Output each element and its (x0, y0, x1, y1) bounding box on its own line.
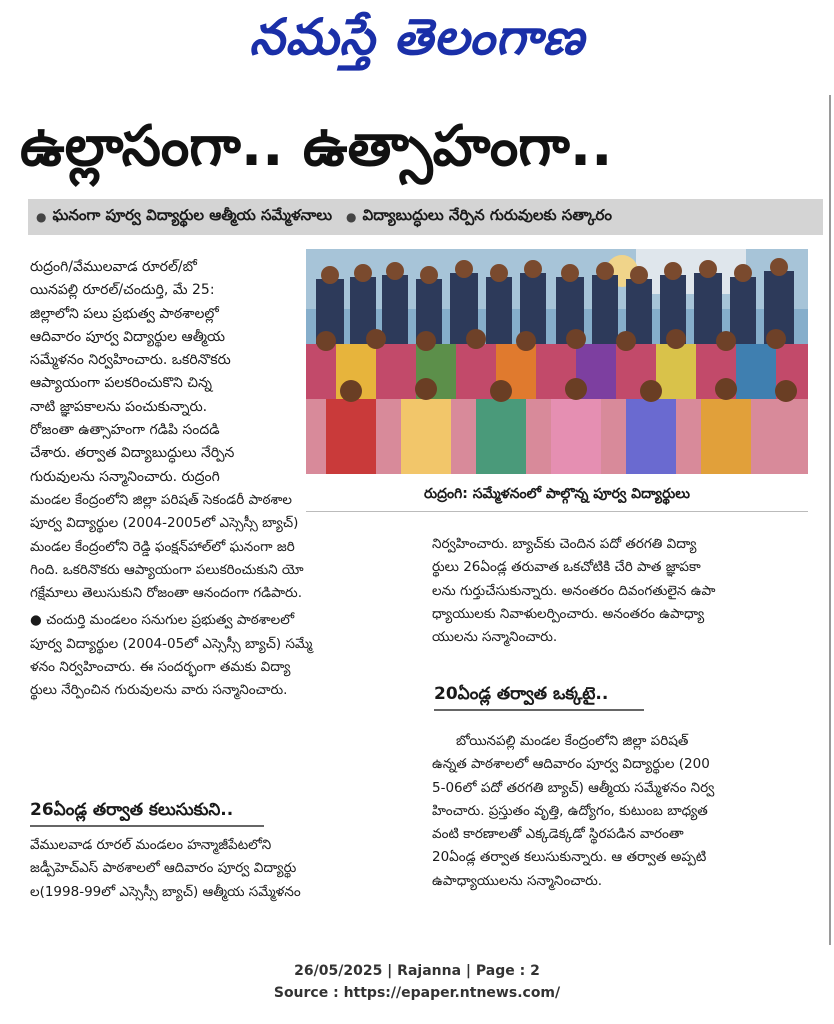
text-line: జిల్లాలోని పలు ప్రభుత్వ పాఠశాలల్లో (30, 305, 219, 322)
subhead-1: ఘనంగా పూర్వ విద్యార్థుల ఆత్మీయ సమ్మేళనాలు (52, 206, 333, 224)
section-20-heading: 20ఏండ్ల తర్వాత ఒక్కటై.. (434, 679, 644, 711)
text-line: ధ్యాయులకు నివాళులర్పించారు. అనంతరం ఉపాధ్యా (432, 605, 705, 622)
article-intro (30, 256, 298, 489)
text-line: హించారు. ప్రస్తుతం వృత్తి, ఉద్యోగం, కుటుంబ బాధ్యత (432, 802, 708, 819)
text-line: మండల కేంద్రంలోని రెడ్డి ఫంక్షన్‌హాల్‌లో ఘనంగా జరి (30, 538, 295, 555)
footer-date: 26/05/2025 | Rajanna | Page : 2 (294, 963, 540, 979)
text-line: బోయినపల్లి మండల కేంద్రంలోని జిల్లా పరిషత్ (456, 733, 689, 749)
text-line: ఉపాధ్యాయులను సన్మానించారు. (432, 872, 603, 889)
headline: ఉల్లాసంగా.. ఉత్సాహంగా.. (20, 114, 613, 179)
photo-caption: రుద్రంగి: సమ్మేళనంలో పాల్గొన్న పూర్వ విద్యార్థులు (306, 477, 808, 512)
text-line: యులను సన్మానించారు. (432, 629, 558, 646)
text-line: సమ్మేళనం నిర్వహించారు. ఒకరినొకరు (30, 352, 231, 369)
footer (0, 960, 834, 1004)
text-line: పూర్వ విద్యార్థుల (2004-05లో ఎస్సెస్సీ బ్యాచ్) సమ్మే (30, 635, 313, 652)
footer-source: Source : https://epaper.ntnews.com/ (273, 985, 561, 1001)
text-line: జడ్పీహెచ్ఎస్ పాఠశాలలో ఆదివారం పూర్వ విద్యార్థు (30, 860, 297, 877)
group-photo (306, 249, 808, 474)
text-line: 20ఏండ్ల తర్వాత కలుసుకున్నారు. ఆ తర్వాత అప్పటి (432, 849, 707, 866)
masthead (0, 4, 834, 70)
text-line: లను గుర్తుచేసుకున్నారు. అనంతరం దివంగతులైన ఉపా (432, 582, 716, 599)
text-line: వంటి కారణాలతో ఎక్కడెక్కడో స్థిరపడిన వారంతా (432, 826, 684, 843)
text-line: నిర్వహించారు. బ్యాచ్‌కు చెందిన పదో తరగతి విద్యా (432, 536, 697, 552)
text-line: రోజంతా ఉత్సాహంగా గడిపి సందడి (30, 422, 220, 439)
section-26-body (30, 834, 422, 904)
section-26-heading: 26ఏండ్ల తర్వాత కలుసుకుని.. (30, 795, 264, 827)
article-right-column (432, 533, 812, 649)
text-line: రుద్రంగి/వేములవాడ రూరల్/బో (30, 259, 197, 275)
news-photo (306, 249, 808, 474)
text-line: ఉన్నత పాఠశాలలో ఆదివారం పూర్వ విద్యార్థుల (200 (432, 756, 710, 773)
text-line: ల(1998-99లో ఎస్సెస్సీ బ్యాచ్) ఆత్మీయ సమ్మేళనం (30, 883, 301, 900)
text-line: ఆప్యాయంగా పలకరించుకొని చిన్న (30, 375, 212, 392)
subhead-2: విద్యాబుద్ధులు నేర్పిన గురువులకు సత్కారం (362, 206, 612, 224)
text-line: ర్థులు 26ఏండ్ల తరువాత ఒకచోటికి చేరి పాత జ్ఞాపకా (432, 559, 701, 576)
bullet-icon: ● (346, 210, 357, 224)
text-line: ర్థులు నేర్పించిన గురువులను వారు సన్మానించారు. (30, 682, 288, 699)
text-line: ● చందుర్తి మండలం సనుగుల ప్రభుత్వ పాఠశాలలో (30, 612, 295, 629)
article-left-column (30, 489, 422, 703)
text-line: 5-06లో పదో తరగతి బ్యాచ్) ఆత్మీయ సమ్మేళనం నిర్వ (432, 779, 715, 796)
bullet-icon: ● (36, 210, 47, 224)
text-line: ఆదివారం పూర్వ విద్యార్థుల ఆత్మీయ (30, 328, 225, 345)
text-line: గురువులను సన్మానించారు. రుద్రంగి (30, 468, 220, 485)
masthead-title: నమస్తే తెలంగాణ (249, 8, 585, 66)
section-20-body (432, 730, 812, 893)
text-line: పూర్వ విద్యార్థుల (2004-2005లో ఎస్సెస్సీ బ్యాచ్) (30, 515, 299, 532)
text-line: గక్షేమాలు తెలుసుకుని రోజంతా ఆనందంగా గడిపారు. (30, 585, 302, 602)
text-line: వేములవాడ రూరల్ మండలం హన్మాజీపేటలోని (30, 837, 272, 853)
text-line: యినపల్లి రూరల్/చందుర్తి, మే 25: (30, 282, 215, 299)
text-line: నాటి జ్ఞాపకాలను పంచుకున్నారు. (30, 398, 208, 415)
text-line: ళనం నిర్వహించారు. ఈ సందర్భంగా తమకు విద్యా (30, 659, 291, 676)
text-line: చేశారు. తర్వాత విద్యాబుద్ధులు నేర్పిన (30, 445, 235, 462)
text-line: గింది. ఒకరినొకరు ఆప్యాయంగా పలుకరించుకుని యో (30, 561, 304, 578)
text-line: మండల కేంద్రంలోని జిల్లా పరిషత్ సెకండరీ పాఠశాల (30, 492, 292, 508)
subhead-bar (28, 199, 823, 235)
